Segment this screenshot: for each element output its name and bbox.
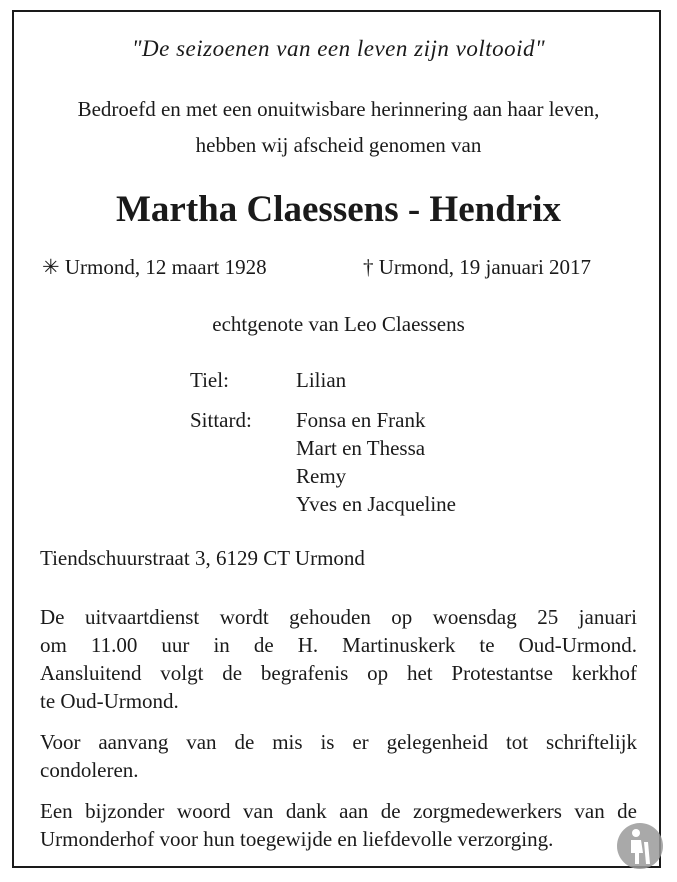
- motto: "De seizoenen van een leven zijn voltooid": [131, 36, 546, 61]
- family-member: Yves en Jacqueline: [296, 492, 457, 516]
- spouse-line: echtgenote van Leo Claessens: [212, 312, 465, 336]
- deceased-name: Martha Claessens - Hendrix: [116, 189, 561, 230]
- paragraph-line: De uitvaartdienst wordt gehouden op woensdag 25 januari: [40, 605, 637, 629]
- home-address: Tiendschuurstraat 3, 6129 CT Urmond: [40, 546, 365, 570]
- paragraph-line: Voor aanvang van de mis is er gelegenheid tot schriftelijk: [40, 730, 637, 754]
- memorial-figure-icon: [614, 820, 666, 875]
- paragraph-line: te Oud-Urmond.: [40, 689, 179, 713]
- family-place-sittard: Sittard:: [190, 408, 252, 432]
- family-member: Mart en Thessa: [296, 436, 426, 460]
- condolence-paragraph: [40, 728, 637, 784]
- paragraph-line: Een bijzonder woord van dank aan de zorgmedewerkers van de: [40, 799, 637, 823]
- family-member: Remy: [296, 464, 347, 488]
- paragraph-line: Aansluitend volgt de begrafenis op het Protestantse kerkhof: [40, 661, 637, 685]
- thanks-paragraph: [40, 797, 637, 853]
- paragraph-line: Urmonderhof voor hun toegewijde en liefdevolle verzorging.: [40, 827, 554, 851]
- family-place-tiel: Tiel:: [190, 368, 229, 392]
- family-member: Fonsa en Frank: [296, 408, 426, 432]
- death-info: † Urmond, 19 januari 2017: [363, 255, 592, 279]
- intro-line-1: Bedroefd en met een onuitwisbare herinnering aan haar leven,: [77, 97, 600, 121]
- family-member: Lilian: [296, 368, 347, 392]
- intro-line-2: hebben wij afscheid genomen van: [195, 133, 482, 157]
- paragraph-line: condoleren.: [40, 758, 139, 782]
- paragraph-line: om 11.00 uur in de H. Martinuskerk te Oud-Urmond.: [40, 633, 637, 657]
- birth-info: ✳ Urmond, 12 maart 1928: [42, 255, 267, 279]
- funeral-service-paragraph: [40, 603, 637, 715]
